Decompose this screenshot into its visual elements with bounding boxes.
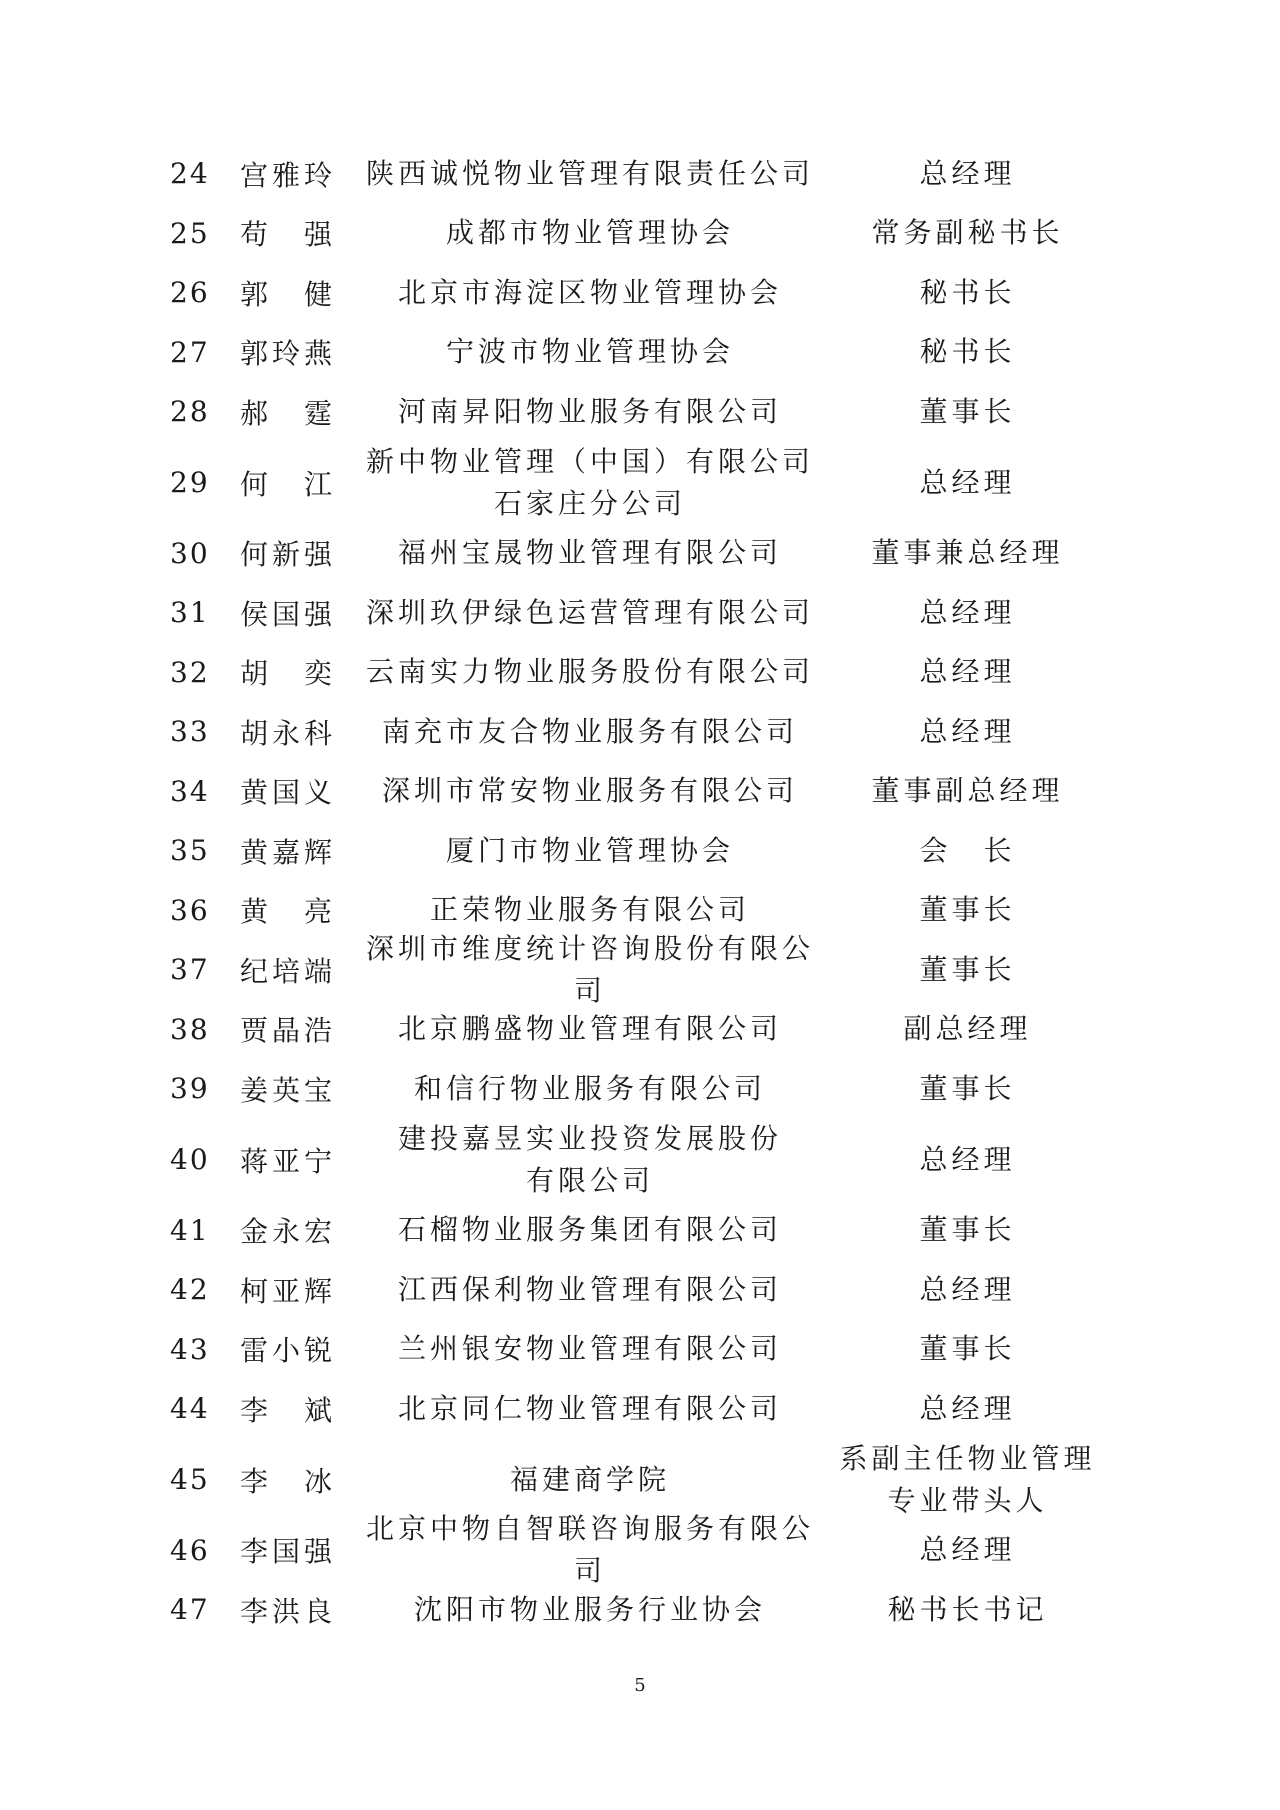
organization-line: 北京市海淀区物业管理协会 [397, 275, 782, 309]
organization [355, 331, 825, 373]
job-title-line: 总经理 [919, 655, 1016, 689]
list-item [170, 1580, 1110, 1640]
job-title [825, 949, 1110, 991]
organization [355, 711, 825, 753]
row-number: 30 [170, 536, 210, 570]
job-title [825, 1269, 1110, 1311]
list-item [170, 1119, 1110, 1201]
job-title [825, 1328, 1110, 1370]
organization-line: 成都市物业管理协会 [445, 216, 734, 250]
job-title [825, 1209, 1110, 1251]
list-item [170, 144, 1110, 204]
organization [355, 1209, 825, 1251]
row-number: 29 [170, 466, 210, 499]
organization [355, 592, 825, 634]
organization-line: 北京中物自智联咨询服务有限公司 [365, 1512, 814, 1588]
job-title [825, 1068, 1110, 1110]
organization [355, 1118, 825, 1202]
member-name: 李国强 [240, 1535, 337, 1569]
job-title-line: 会 长 [919, 833, 1016, 867]
list-item [170, 1512, 1110, 1588]
job-title-line: 总经理 [919, 1533, 1016, 1567]
organization [355, 212, 825, 254]
job-title-line: 系副主任物业管理 [839, 1441, 1096, 1475]
organization [355, 272, 825, 314]
list-item [170, 931, 1110, 1007]
job-title [825, 1388, 1110, 1430]
organization-line: 云南实力物业服务股份有限公司 [365, 655, 814, 689]
member-name: 黄国义 [240, 776, 337, 810]
job-title-line: 董事兼总经理 [871, 536, 1064, 570]
job-title [825, 651, 1110, 693]
organization-line: 石家庄分公司 [493, 486, 686, 520]
organization [355, 441, 825, 525]
job-title [825, 272, 1110, 314]
job-title-line: 董事副总经理 [871, 774, 1064, 808]
job-title [825, 462, 1110, 504]
organization-line: 北京同仁物业管理有限公司 [397, 1391, 782, 1425]
job-title [825, 1139, 1110, 1181]
member-name: 何新强 [240, 538, 337, 572]
member-name: 胡 奕 [240, 657, 337, 691]
job-title [825, 153, 1110, 195]
row-number: 26 [170, 276, 210, 310]
list-item [170, 1320, 1110, 1380]
job-title-line: 董事长 [919, 893, 1016, 927]
member-name: 姜英宝 [240, 1073, 337, 1107]
job-title [825, 532, 1110, 574]
member-name: 苟 强 [240, 218, 337, 252]
job-title [825, 592, 1110, 634]
list-item [170, 821, 1110, 881]
row-number: 36 [170, 893, 210, 927]
job-title [825, 1589, 1110, 1631]
list-item [170, 1260, 1110, 1320]
row-number: 45 [170, 1463, 210, 1496]
row-number: 42 [170, 1273, 210, 1307]
organization [355, 391, 825, 433]
organization [355, 1459, 825, 1501]
job-title [825, 212, 1110, 254]
job-title [825, 889, 1110, 931]
job-title-line: 董事长 [919, 394, 1016, 428]
member-name: 李洪良 [240, 1594, 337, 1628]
member-name: 柯亚辉 [240, 1274, 337, 1308]
member-name: 何 江 [240, 467, 337, 501]
member-name: 郝 霆 [240, 396, 337, 430]
job-title [825, 331, 1110, 373]
organization-line: 宁波市物业管理协会 [445, 335, 734, 369]
member-name: 蒋亚宁 [240, 1144, 337, 1178]
job-title [825, 830, 1110, 872]
member-list [170, 144, 1110, 1640]
job-title-line: 秘书长 [919, 275, 1016, 309]
organization [355, 153, 825, 195]
job-title-line: 总经理 [919, 1272, 1016, 1306]
organization-line: 江西保利物业管理有限公司 [397, 1272, 782, 1306]
organization-line: 河南昇阳物业服务有限公司 [397, 394, 782, 428]
organization-line: 北京鹏盛物业管理有限公司 [397, 1012, 782, 1046]
row-number: 43 [170, 1332, 210, 1366]
member-name: 李 斌 [240, 1393, 337, 1427]
organization [355, 1068, 825, 1110]
organization [355, 1388, 825, 1430]
job-title-line: 总经理 [919, 714, 1016, 748]
organization-line: 南充市友合物业服务有限公司 [381, 714, 798, 748]
list-item [170, 1379, 1110, 1439]
list-item [170, 1000, 1110, 1060]
job-title-line: 总经理 [919, 465, 1016, 499]
job-title-line: 董事长 [919, 1213, 1016, 1247]
organization [355, 1328, 825, 1370]
job-title-line: 总经理 [919, 1142, 1016, 1176]
organization [355, 770, 825, 812]
row-number: 44 [170, 1392, 210, 1426]
member-name: 黄 亮 [240, 895, 337, 929]
organization-line: 石榴物业服务集团有限公司 [397, 1213, 782, 1247]
organization [355, 532, 825, 574]
job-title-line: 秘书长书记 [887, 1592, 1048, 1626]
list-item [170, 323, 1110, 383]
page-number: 5 [634, 1675, 646, 1696]
list-item [170, 583, 1110, 643]
member-name: 纪培端 [240, 954, 337, 988]
job-title [825, 1438, 1110, 1522]
organization [355, 651, 825, 693]
organization [355, 928, 825, 1012]
member-name: 宫雅玲 [240, 158, 337, 192]
list-item [170, 524, 1110, 584]
job-title-line: 专业带头人 [887, 1483, 1048, 1517]
organization-line: 福州宝晟物业管理有限公司 [397, 536, 782, 570]
list-item [170, 702, 1110, 762]
job-title-line: 常务副秘书长 [871, 216, 1064, 250]
organization-line: 沈阳市物业服务行业协会 [413, 1592, 766, 1626]
organization-line: 兰州银安物业管理有限公司 [397, 1332, 782, 1366]
row-number: 38 [170, 1012, 210, 1046]
row-number: 24 [170, 157, 210, 191]
organization-line: 陕西诚悦物业管理有限责任公司 [365, 156, 814, 190]
list-item [170, 204, 1110, 264]
row-number: 35 [170, 834, 210, 868]
row-number: 33 [170, 715, 210, 749]
organization [355, 1008, 825, 1050]
job-title-line: 董事长 [919, 1071, 1016, 1105]
organization-line: 建投嘉昱实业投资发展股份 [397, 1121, 782, 1155]
organization [355, 1589, 825, 1631]
organization [355, 1508, 825, 1592]
organization-line: 和信行物业服务有限公司 [413, 1071, 766, 1105]
organization-line: 厦门市物业管理协会 [445, 833, 734, 867]
member-name: 雷小锐 [240, 1334, 337, 1368]
job-title-line: 秘书长 [919, 335, 1016, 369]
row-number: 25 [170, 216, 210, 250]
job-title-line: 副总经理 [903, 1012, 1032, 1046]
job-title-line: 总经理 [919, 156, 1016, 190]
row-number: 32 [170, 655, 210, 689]
organization-line: 深圳市常安物业服务有限公司 [381, 774, 798, 808]
member-name: 郭 健 [240, 277, 337, 311]
row-number: 28 [170, 395, 210, 429]
job-title-line: 董事长 [919, 1332, 1016, 1366]
member-name: 金永宏 [240, 1215, 337, 1249]
job-title-line: 董事长 [919, 952, 1016, 986]
organization-line: 正荣物业服务有限公司 [429, 893, 750, 927]
organization-line: 深圳市维度统计咨询股份有限公司 [365, 931, 814, 1007]
row-number: 27 [170, 335, 210, 369]
row-number: 41 [170, 1213, 210, 1247]
row-number: 31 [170, 596, 210, 630]
job-title [825, 711, 1110, 753]
organization [355, 1269, 825, 1311]
row-number: 39 [170, 1072, 210, 1106]
job-title [825, 770, 1110, 812]
list-item [170, 762, 1110, 822]
list-item [170, 1201, 1110, 1261]
list-item [170, 382, 1110, 442]
job-title-line: 总经理 [919, 595, 1016, 629]
organization-line: 深圳玖伊绿色运营管理有限公司 [365, 595, 814, 629]
row-number: 46 [170, 1533, 210, 1567]
organization-line: 新中物业管理（中国）有限公司 [365, 444, 814, 478]
row-number: 37 [170, 953, 210, 987]
member-name: 李 冰 [240, 1464, 337, 1498]
organization-line: 有限公司 [525, 1163, 654, 1197]
organization [355, 889, 825, 931]
list-item [170, 643, 1110, 703]
job-title-line: 总经理 [919, 1391, 1016, 1425]
member-name: 黄嘉辉 [240, 835, 337, 869]
row-number: 40 [170, 1143, 210, 1176]
member-name: 侯国强 [240, 597, 337, 631]
member-name: 郭玲燕 [240, 337, 337, 371]
list-item [170, 442, 1110, 524]
member-name: 胡永科 [240, 716, 337, 750]
list-item [170, 1059, 1110, 1119]
row-number: 34 [170, 774, 210, 808]
row-number: 47 [170, 1593, 210, 1627]
organization [355, 830, 825, 872]
job-title [825, 391, 1110, 433]
job-title [825, 1529, 1110, 1571]
job-title [825, 1008, 1110, 1050]
organization-line: 福建商学院 [509, 1462, 670, 1496]
member-name: 贾晶浩 [240, 1014, 337, 1048]
list-item [170, 263, 1110, 323]
